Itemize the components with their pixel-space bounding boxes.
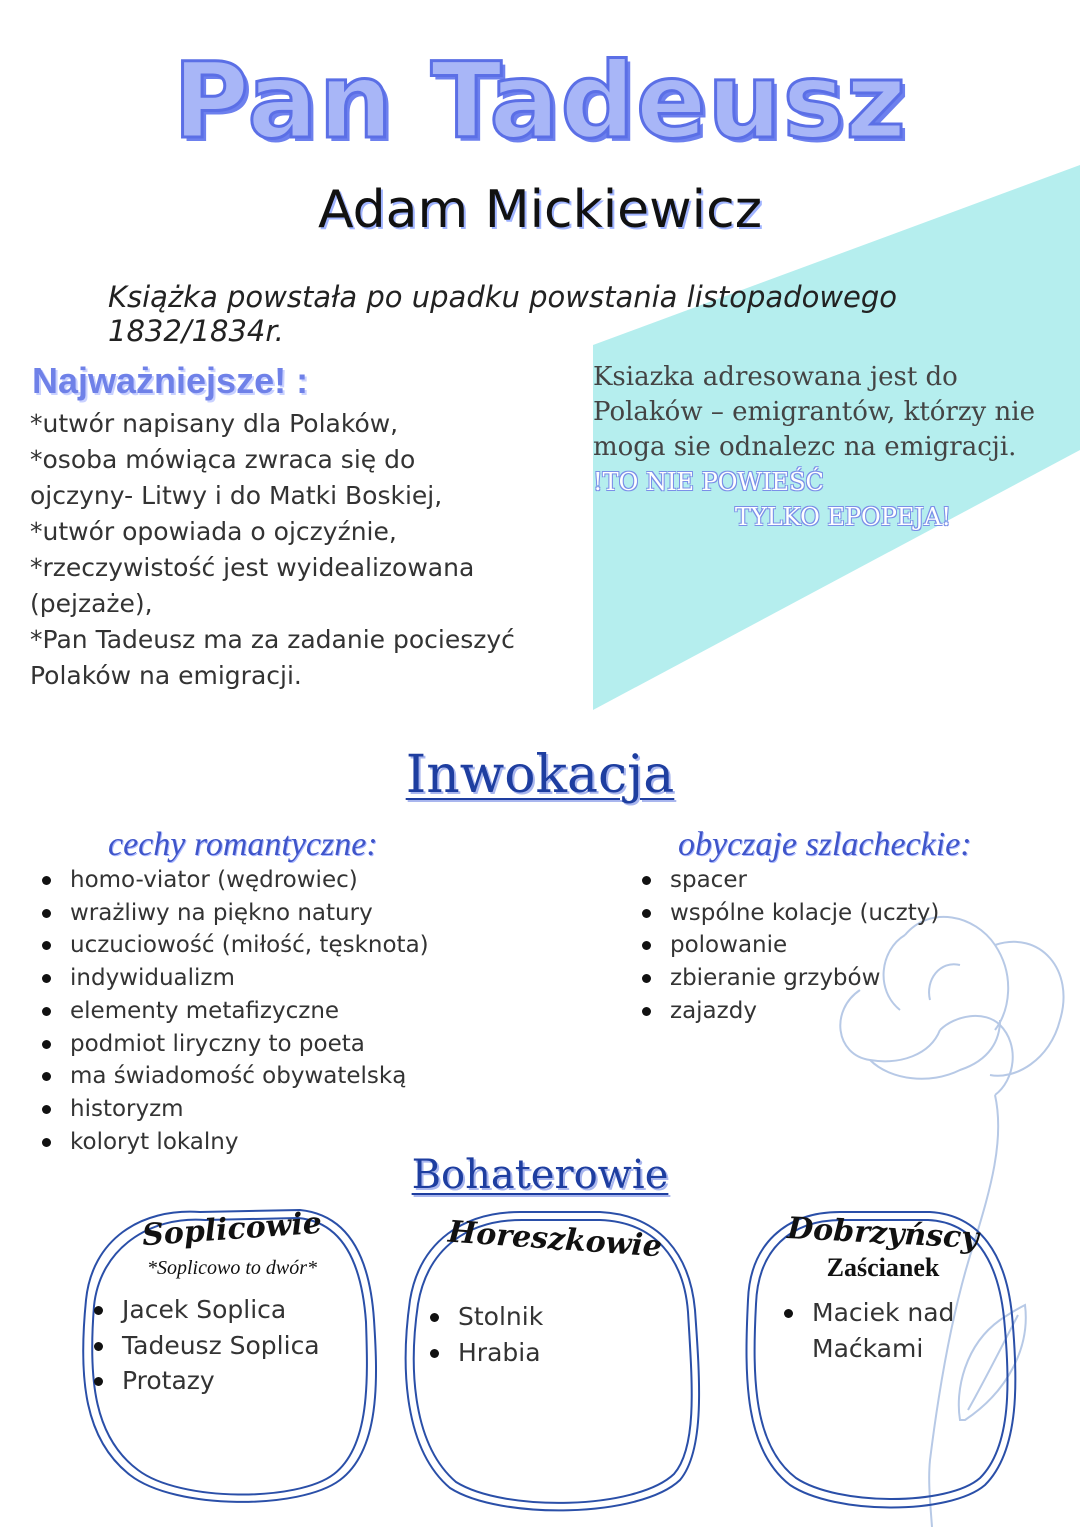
list-item: Jacek Soplica (82, 1292, 372, 1328)
hero-card-dobrzynscy (758, 1210, 1008, 1366)
important-line: *utwór opowiada o ojczyźnie, (30, 517, 397, 546)
important-line: *utwór napisany dla Polaków, (30, 409, 399, 438)
subtitle-text: Książka powstała po upadku powstania listopadowego 1832/1834r. (108, 280, 898, 348)
card-list (82, 1292, 372, 1399)
address-text: Ksiazka adresowana jest do Polaków – emigrantów, którzy nie moga sie odnalezc na emigracji. (593, 362, 1035, 462)
list-item: ma świadomość obywatelską (30, 1060, 429, 1093)
list-item: zajazdy (630, 995, 939, 1028)
list-item: Hrabia (418, 1335, 690, 1371)
list-item: Tadeusz Soplica (82, 1328, 372, 1364)
list-item: polowanie (630, 929, 939, 962)
card-title: Soplicowie (140, 1205, 324, 1254)
list-item-text: Maćkami (812, 1333, 924, 1363)
list-item: wrażliwy na piękno natury (30, 897, 429, 930)
list-item: elementy metafizyczne (30, 995, 429, 1028)
card-subtitle: Zaścianek (826, 1253, 940, 1282)
list-item: Protazy (82, 1363, 372, 1399)
important-line: ojczyny- Litwy i do Matki Boskiej, (30, 481, 443, 510)
list-item: Stolnik (418, 1299, 690, 1335)
hero-card-soplicowie (92, 1205, 372, 1399)
invocation-heading: Inwokacja (405, 745, 675, 805)
noble-customs-heading: obyczaje szlacheckie: (678, 826, 972, 863)
list-item: spacer (630, 864, 939, 897)
list-item: podmiot liryczny to poeta (30, 1028, 429, 1061)
list-item: Maciek nad (772, 1295, 1008, 1331)
list-item: homo-viator (wędrowiec) (30, 864, 429, 897)
heroes-heading: Bohaterowie (411, 1152, 669, 1198)
card-subtitle: *Soplicowo to dwór* (146, 1257, 317, 1279)
card-list (772, 1295, 1008, 1366)
card-title: Dobrzyńscy (786, 1211, 980, 1256)
important-line: *Pan Tadeusz ma za zadanie pocieszyć (30, 625, 515, 654)
important-line: *osoba mówiąca zwraca się do (30, 445, 416, 474)
list-item: zbieranie grzybów (630, 962, 939, 995)
list-item: indywidualizm (30, 962, 429, 995)
list-item: koloryt lokalny (30, 1126, 429, 1159)
page-title: Pan Tadeusz (172, 40, 908, 162)
important-line: *rzeczywistość jest wyidealizowana (pejzaże), (30, 553, 475, 618)
romantic-features-heading: cechy romantyczne: (108, 826, 378, 863)
important-line: Polaków na emigracji. (30, 661, 302, 690)
list-item-continued (772, 1331, 1008, 1367)
epic-callout-line1: !TO NIE POWIEŚĆ (593, 468, 824, 496)
list-item: wspólne kolacje (uczty) (630, 897, 939, 930)
card-title: Horeszkowie (446, 1214, 664, 1265)
epic-callout-line2: TYLKO EPOPEJA! (735, 503, 951, 531)
author-name: Adam Mickiewicz (317, 180, 763, 240)
card-list (418, 1299, 690, 1370)
hero-card-horeszkowie (420, 1214, 690, 1370)
list-item: historyzm (30, 1093, 429, 1126)
important-heading: Najważniejsze! : (32, 360, 309, 401)
list-item: uczuciowość (miłość, tęsknota) (30, 929, 429, 962)
